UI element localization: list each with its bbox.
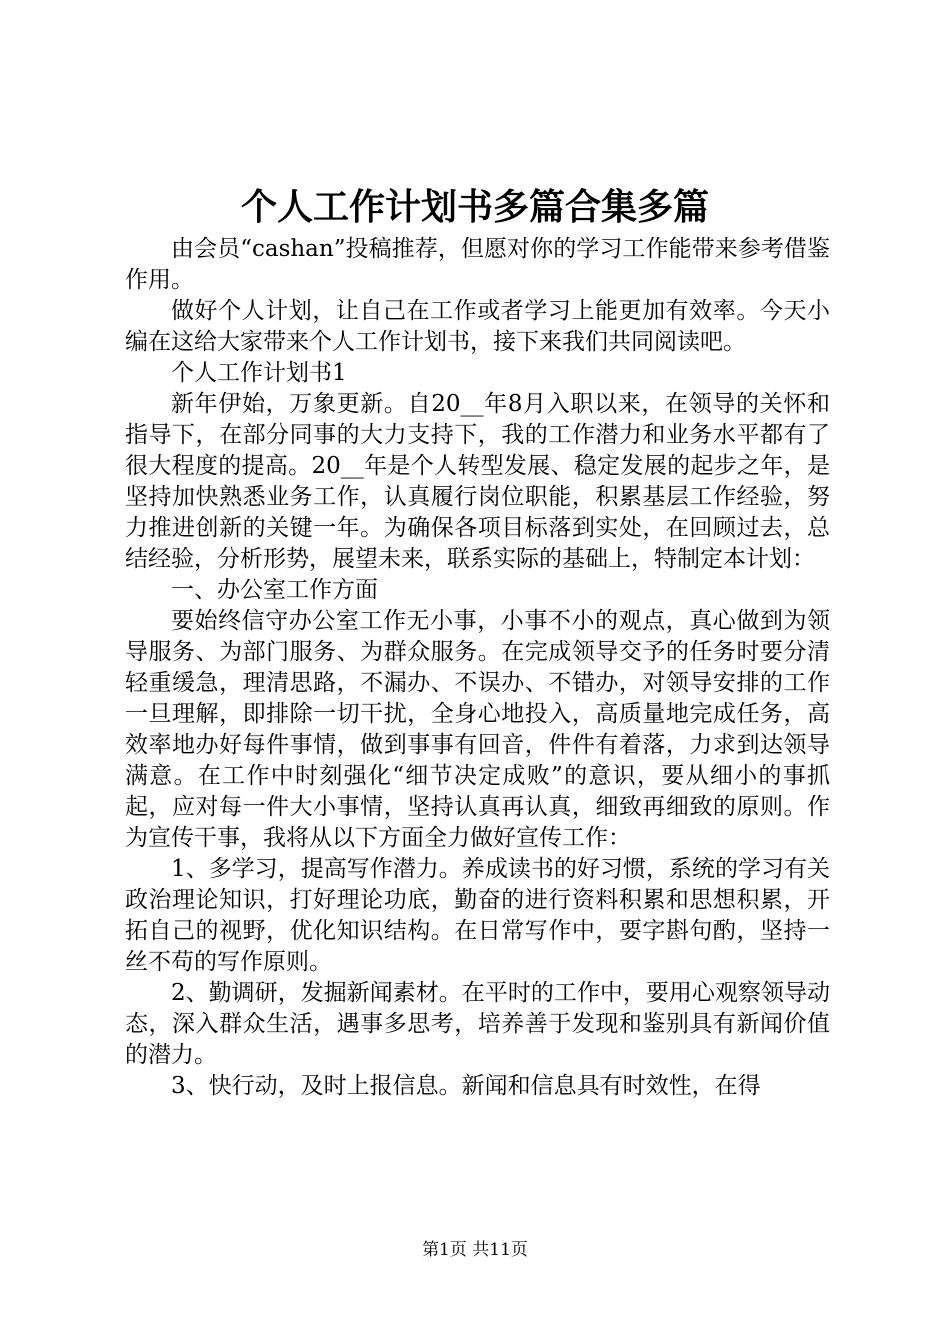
paragraph-office-work: 要始终信守办公室工作无小事，小事不小的观点，真心做到为领导服务、为部门服务、为群众服务。在完成领导交予的任务时要分清轻重缓急，理清思路，不漏办、不误办、不错办，对领导安排的工作一旦理解，即排除一切干扰，全身心地投入，高质量地完成任务，高效率地办好每件事情，做到事事有回音，件件有着落，力求到达领导满意。在工作中时刻强化“细节决定成败”的意识，要从细小的事抓起，应对每一件大小事情，坚持认真再认真，细致再细致的原则。作为宣传干事，我将从以下方面全力做好宣传工作： — [125, 608, 830, 851]
paragraph-plan-overview: 新年伊始，万象更新。自20__年8月入职以来，在领导的关怀和指导下，在部分同事的大力支持下，我的工作潜力和业务水平都有了很大程度的提高。20__年是个人转型发展、稳定发展的起步之年，是坚持加快熟悉业务工作，认真履行岗位职能，积累基层工作经验，努力推进创新的关键一年。为确保各项目标落到实处，在回顾过去，总结经验，分析形势，展望未来，联系实际的基础上，特制定本计划： — [125, 391, 830, 572]
page-footer: 第1页 共11页 — [422, 1240, 528, 1260]
paragraph-preface: 做好个人计划，让自己在工作或者学习上能更加有效率。今天小编在这给大家带来个人工作计划书，接下来我们共同阅读吧。 — [125, 298, 830, 355]
paragraph-intro: 由会员“cashan”投稿推荐，但愿对你的学习工作能带来参考借鉴作用。 — [125, 236, 830, 293]
paragraph-item-3: 3、快行动，及时上报信息。新闻和信息具有时效性，在得 — [171, 1073, 761, 1099]
section-heading-plan-1: 个人工作计划书1 — [171, 360, 347, 386]
paragraph-item-1: 1、多学习，提高写作潜力。养成读书的好习惯，系统的学习有关政治理论知识，打好理论功底，勤奋的进行资料积累和思想积累，开拓自己的视野，优化知识结构。在日常写作中，要字斟句酌，坚持一丝不苟的写作原则。 — [125, 856, 830, 975]
section-heading-office-work: 一、办公室工作方面 — [171, 577, 378, 603]
paragraph-item-2: 2、勤调研，发掘新闻素材。在平时的工作中，要用心观察领导动态，深入群众生活，遇事多思考，培养善于发现和鉴别具有新闻价值的潜力。 — [125, 980, 830, 1068]
document-body — [125, 234, 830, 1102]
page-title: 个人工作计划书多篇合集多篇 — [240, 186, 709, 228]
